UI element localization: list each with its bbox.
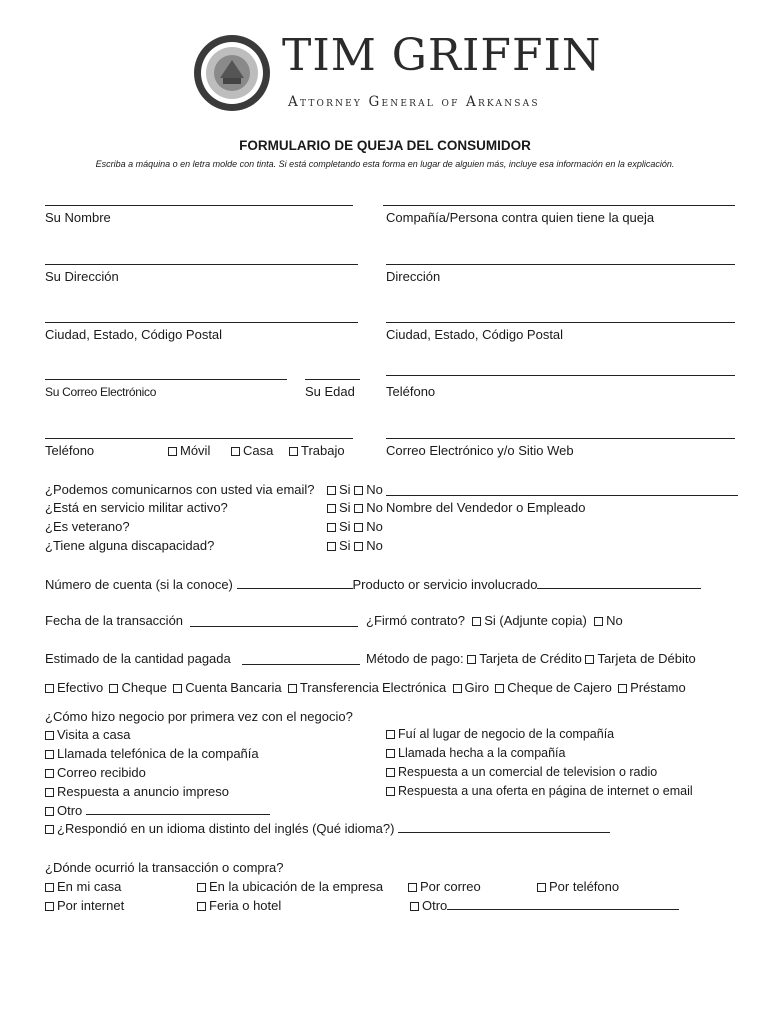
checkbox-icon [288, 684, 297, 693]
first-contact-option[interactable] [386, 727, 614, 741]
account-number-input[interactable] [237, 577, 353, 589]
question-email: ¿Podemos comunicarnos con usted via email? [45, 482, 315, 497]
city-label: Ciudad, Estado, Código Postal [45, 327, 223, 342]
transaction-date-input[interactable] [190, 626, 358, 627]
yes-label: Si [339, 482, 351, 497]
vendor-input-line[interactable] [386, 495, 738, 496]
work-label: Trabajo [301, 443, 345, 458]
checkbox-icon [472, 617, 481, 626]
language-input[interactable] [398, 821, 610, 833]
checkbox-icon [45, 684, 54, 693]
location-question: ¿Dónde ocurrió la transacción o compra? [45, 860, 284, 875]
company-city-input-line[interactable] [386, 322, 735, 323]
address-input-line[interactable] [45, 264, 358, 265]
first-contact-question: ¿Cómo hizo negocio por primera vez con el negocio? [45, 709, 353, 724]
company-input-line[interactable] [383, 205, 735, 206]
checkbox-icon [327, 504, 336, 513]
contract-row [366, 613, 623, 628]
company-city-label: Ciudad, Estado, Código Postal [386, 327, 564, 342]
location-option[interactable] [537, 879, 619, 894]
checkbox-icon [173, 684, 182, 693]
payment-option-label: Cheque de Cajero [507, 680, 612, 695]
no-label: No [366, 482, 383, 497]
checkbox-icon [386, 730, 395, 739]
first-contact-option[interactable] [45, 765, 146, 780]
location-other[interactable] [410, 898, 679, 913]
option-label: Respuesta a anuncio impreso [57, 784, 229, 799]
military-yes-no[interactable] [327, 500, 383, 515]
amount-label: Estimado de la cantidad pagada [45, 651, 231, 666]
checkbox-icon [289, 447, 298, 456]
location-option[interactable] [45, 898, 124, 913]
mobile-label: Móvil [180, 443, 211, 458]
checkbox-icon [495, 684, 504, 693]
checkbox-icon [410, 902, 419, 911]
brand-title: TIM GRIFFIN [282, 30, 602, 81]
checkbox-icon [197, 902, 206, 911]
option-label: Otro [57, 803, 83, 818]
payment-options-row [45, 680, 686, 695]
brand-subtitle: Attorney General of Arkansas [288, 94, 540, 110]
phone-label: Teléfono [45, 443, 95, 458]
company-label: Compañía/Persona contra quien tiene la queja [386, 210, 655, 225]
payment-option[interactable] [173, 680, 281, 695]
option-label: Llamada telefónica de la compañía [57, 746, 259, 761]
checkbox-icon [386, 749, 395, 758]
vendor-label: Nombre del Vendedor o Empleado [386, 500, 586, 515]
payment-option[interactable] [618, 680, 686, 695]
checkbox-icon [45, 788, 54, 797]
option-label: En mi casa [57, 879, 122, 894]
other-input[interactable] [86, 803, 270, 815]
checkbox-icon [327, 542, 336, 551]
first-contact-other[interactable] [45, 803, 270, 818]
mobile-checkbox[interactable] [168, 443, 210, 458]
form-title: FORMULARIO DE QUEJA DEL CONSUMIDOR [239, 138, 531, 153]
work-checkbox[interactable] [289, 443, 345, 458]
checkbox-icon [327, 523, 336, 532]
email-yes-no[interactable] [327, 482, 383, 497]
checkbox-icon [453, 684, 462, 693]
home-label: Casa [243, 443, 274, 458]
payment-option-label: Giro [464, 680, 490, 695]
company-address-input-line[interactable] [386, 264, 735, 265]
option-label: Correo recibido [57, 765, 146, 780]
checkbox-icon [386, 768, 395, 777]
option-label: Llamada hecha a la compañía [398, 746, 566, 760]
location-option[interactable] [408, 879, 481, 894]
checkbox-icon [45, 731, 54, 740]
checkbox-icon [354, 486, 363, 495]
company-phone-label: Teléfono [386, 384, 436, 399]
payment-option[interactable] [109, 680, 167, 695]
city-input-line[interactable] [45, 322, 358, 323]
checkbox-icon [537, 883, 546, 892]
disability-yes-no[interactable] [327, 538, 383, 553]
no-label: No [366, 538, 383, 553]
first-contact-option[interactable] [386, 784, 693, 798]
option-label: Respuesta a una oferta en página de internet o email [398, 784, 693, 798]
age-label: Su Edad [305, 384, 355, 399]
transaction-date-label: Fecha de la transacción [45, 613, 184, 628]
location-option[interactable] [197, 879, 383, 894]
product-input[interactable] [537, 577, 701, 589]
language-label: ¿Respondió en un idioma distinto del inglés (Qué idioma?) [57, 821, 395, 836]
debit-card-label: Tarjeta de Débito [597, 651, 696, 666]
contract-no-label: No [606, 613, 623, 628]
checkbox-icon [109, 684, 118, 693]
attorney-general-seal [193, 34, 271, 112]
option-label: Fuí al lugar de negocio de la compañía [398, 727, 615, 741]
checkbox-icon [168, 447, 177, 456]
account-number-label: Número de cuenta (si la conoce) [45, 577, 233, 592]
checkbox-icon [354, 542, 363, 551]
location-other-input[interactable] [447, 898, 679, 910]
checkbox-icon [386, 787, 395, 796]
payment-option-label: Cheque [121, 680, 168, 695]
checkbox-icon [354, 523, 363, 532]
payment-option-label: Cuenta Bancaria [185, 680, 282, 695]
yes-label: Si [339, 500, 351, 515]
language-option[interactable] [45, 821, 610, 836]
option-label: Feria o hotel [209, 898, 282, 913]
name-input-line[interactable] [45, 205, 353, 206]
checkbox-icon [45, 883, 54, 892]
form-instructions: Escriba a máquina o en letra molde con tinta. Si está completando esta forma en lugar de alguien más, incluye esa información en la explicación. [95, 159, 675, 169]
name-label: Su Nombre [45, 210, 111, 225]
payment-option[interactable] [288, 680, 446, 695]
home-checkbox[interactable] [231, 443, 273, 458]
payment-option-label: Transferencia Electrónica [299, 680, 447, 695]
option-label: Por correo [420, 879, 481, 894]
option-label: Por teléfono [549, 879, 620, 894]
location-option[interactable] [197, 898, 281, 913]
product-label: Producto or servicio involucrado [352, 577, 538, 592]
first-contact-option[interactable] [45, 784, 229, 799]
debit-card-checkbox[interactable] [585, 651, 695, 666]
first-contact-option[interactable] [45, 746, 259, 761]
first-contact-option[interactable] [386, 746, 565, 760]
email-label: Su Correo Electrónico [45, 385, 157, 399]
company-web-input-line[interactable] [386, 438, 735, 439]
checkbox-icon [45, 769, 54, 778]
company-web-label: Correo Electrónico y/o Sitio Web [386, 443, 574, 458]
credit-card-checkbox[interactable] [467, 651, 582, 666]
option-label: En la ubicación de la empresa [209, 879, 384, 894]
question-military: ¿Está en servicio militar activo? [45, 500, 228, 515]
checkbox-icon [45, 807, 54, 816]
phone-input-line[interactable] [45, 438, 353, 439]
checkbox-icon [585, 655, 594, 664]
address-label: Su Dirección [45, 269, 119, 284]
payment-option-label: Préstamo [630, 680, 686, 695]
first-contact-option[interactable] [386, 765, 657, 779]
checkbox-icon [231, 447, 240, 456]
checkbox-icon [327, 486, 336, 495]
yes-label: Si [339, 519, 351, 534]
payment-option[interactable] [495, 680, 612, 695]
yes-label: Si [339, 538, 351, 553]
company-address-label: Dirección [386, 269, 441, 284]
question-disability: ¿Tiene alguna discapacidad? [45, 538, 215, 553]
checkbox-icon [408, 883, 417, 892]
age-input-line[interactable] [305, 379, 360, 380]
question-veteran: ¿Es veterano? [45, 519, 130, 534]
no-label: No [366, 500, 383, 515]
option-label: Por internet [57, 898, 125, 913]
payment-option[interactable] [453, 680, 490, 695]
email-input-line[interactable] [45, 379, 287, 380]
option-label: Visita a casa [57, 727, 131, 742]
checkbox-icon [45, 825, 54, 834]
first-contact-option[interactable] [45, 727, 130, 742]
checkbox-icon [45, 750, 54, 759]
contract-no-checkbox[interactable] [594, 613, 623, 628]
veteran-yes-no[interactable] [327, 519, 383, 534]
contract-yes-label: Si (Adjunte copia) [484, 613, 587, 628]
account-number-row [45, 577, 701, 592]
checkbox-icon [594, 617, 603, 626]
payment-method-row [366, 651, 696, 666]
location-option[interactable] [45, 879, 121, 894]
checkbox-icon [467, 655, 476, 664]
credit-card-label: Tarjeta de Crédito [479, 651, 582, 666]
checkbox-icon [354, 504, 363, 513]
payment-option[interactable] [45, 680, 103, 695]
checkbox-icon [45, 902, 54, 911]
company-phone-input-line[interactable] [386, 375, 735, 376]
contract-yes-checkbox[interactable] [472, 613, 587, 628]
no-label: No [366, 519, 383, 534]
option-label: Respuesta a un comercial de television o radio [398, 765, 658, 779]
checkbox-icon [197, 883, 206, 892]
payment-option-label: Efectivo [57, 680, 104, 695]
amount-input[interactable] [242, 664, 360, 665]
option-label: Otro [422, 898, 448, 913]
checkbox-icon [618, 684, 627, 693]
payment-method-label: Método de pago: [366, 651, 464, 666]
contract-label: ¿Firmó contrato? [366, 613, 465, 628]
